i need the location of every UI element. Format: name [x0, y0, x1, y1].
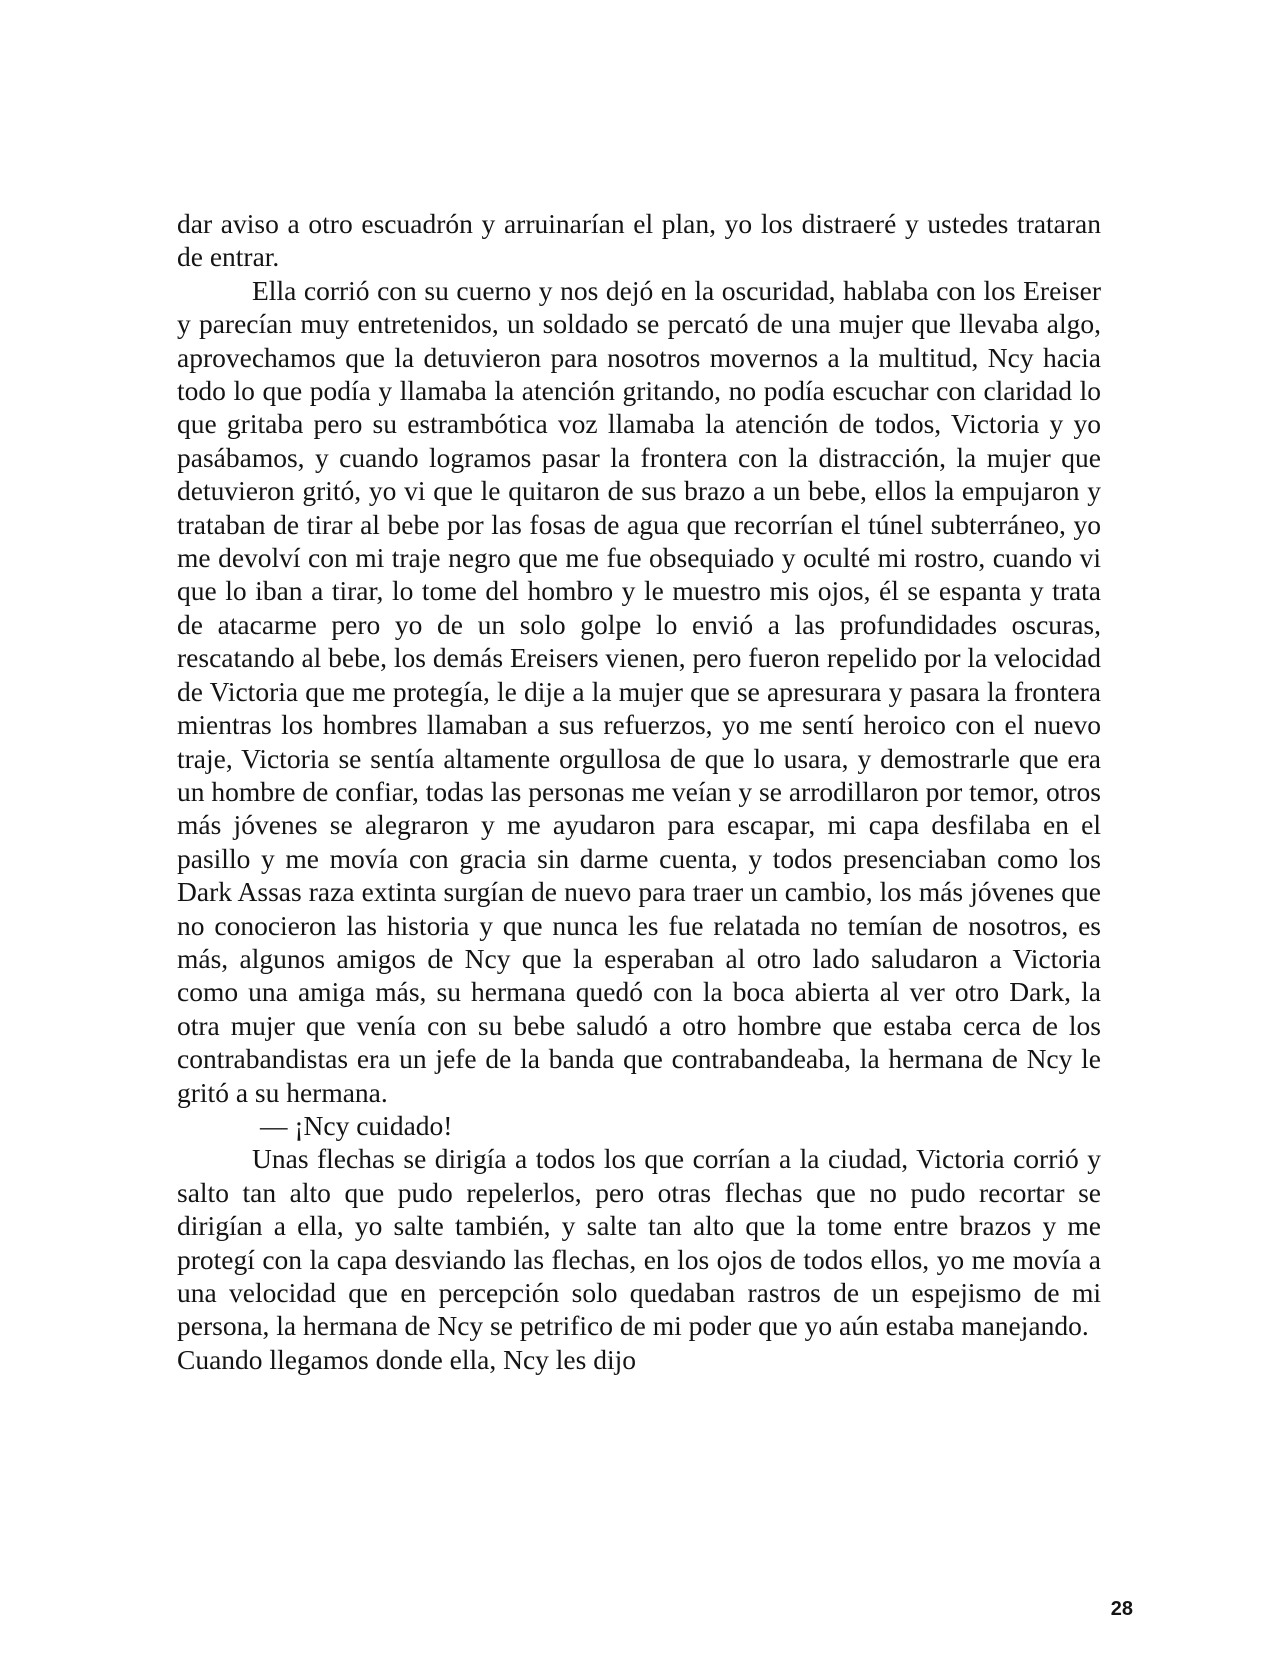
paragraph-closing: Cuando llegamos donde ella, Ncy les dijo [177, 1343, 637, 1375]
body-text [177, 207, 1101, 1376]
paragraph-continuation: dar aviso a otro escuadrón y arruinarían el plan, yo los distraeré y ustedes trataran de entrar. [177, 208, 1101, 273]
page-number: 28 [1110, 1598, 1133, 1620]
dialogue-line: — ¡Ncy cuidado! [260, 1109, 453, 1141]
paragraph-narrative: Ella corrió con su cuerno y nos dejó en la oscuridad, hablaba con los Ereiser y parecían muy entretenidos, un soldado se percató de una mujer que llevaba algo, aprovechamos que la detuvieron para nosotros movernos a la multitud, Ncy hacia todo lo que podía y llamaba la atención gritando, no podía escuchar con claridad lo que gritaba pero su estrambótica voz llamaba la atención de todos, Victoria y yo pasábamos, y cuando logramos pasar la frontera con la distracción, la mujer que detuvieron gritó, yo vi que le quitaron de sus brazo a un bebe, ellos la empujaron y trataban de tirar al bebe por las fosas de agua que recorrían el túnel subterráneo, yo me devolví con mi traje negro que me fue obsequiado y oculté mi rostro, cuando vi que lo iban a tirar, lo tome del hombro y le muestro mis ojos, él se espanta y trata de atacarme pero yo de un solo golpe lo envió a las profundidades oscuras, rescatando al bebe, los demás Ereisers vienen, pero fueron repelido por la velocidad de Victoria que me protegía, le dije a la mujer que se apresurara y pasara la frontera mientras los hombres llamaban a sus refuerzos, yo me sentí heroico con el nuevo traje, Victoria se sentía altamente orgullosa de que lo usara, y demostrarle que era un hombre de confiar, todas las personas me veían y se arrodillaron por temor, otros más jóvenes se alegraron y me ayudaron para escapar, mi capa desfilaba en el pasillo y me movía con gracia sin darme cuenta, y todos presenciaban como los Dark Assas raza extinta surgían de nuevo para traer un cambio, los más jóvenes que no conocieron las historia y que nunca les fue relatada no temían de nosotros, es más, algunos amigos de Ncy que la esperaban al otro lado saludaron a Victoria como una amiga más, su hermana quedó con la boca abierta al ver otro Dark, la otra mujer que venía con su bebe saludó a otro hombre que estaba cerca de los contrabandistas era un jefe de la banda que contrabandeaba, la hermana de Ncy le gritó a su hermana. [177, 274, 1101, 1108]
paragraph-narrative: Unas flechas se dirigía a todos los que corrían a la ciudad, Victoria corrió y salto tan alto que pudo repelerlos, pero otras flechas que no pudo recortar se dirigían a ella, yo salte también, y salte tan alto que la tome entre brazos y me protegí con la capa desviando las flechas, en los ojos de todos ellos, yo me movía a una velocidad que en percepción solo quedaban rastros de un espejismo de mi persona, la hermana de Ncy se petrifico de mi poder que yo aún estaba manejando. [177, 1143, 1101, 1342]
